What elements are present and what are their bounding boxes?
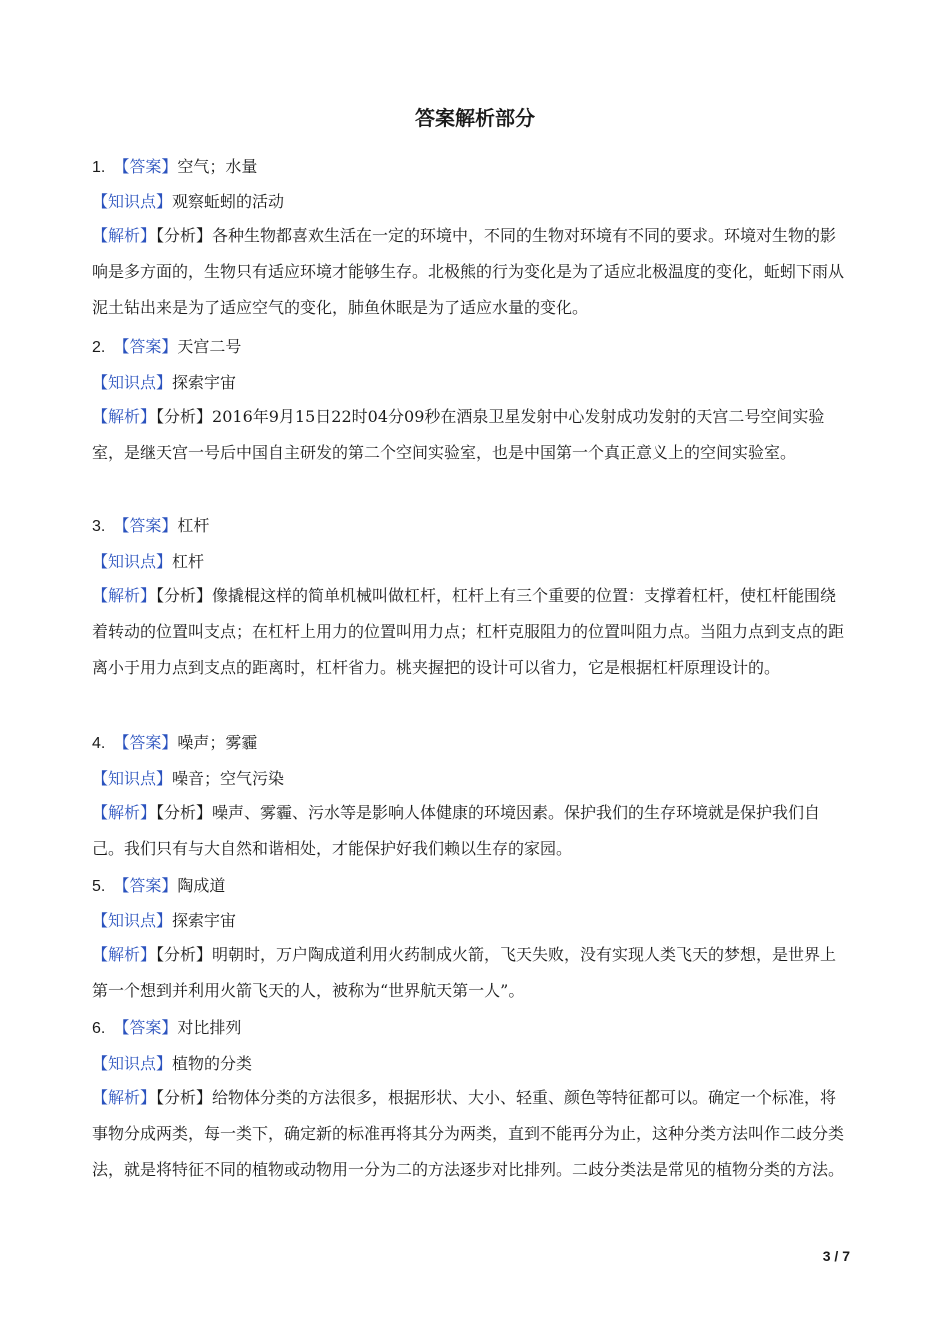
answer-line bbox=[92, 1018, 862, 1039]
knowledge-label: 【知识点】 bbox=[92, 373, 173, 392]
item-number: 5. bbox=[92, 878, 106, 895]
answer-text: 空气；水量 bbox=[177, 157, 258, 176]
item-number: 4. bbox=[92, 735, 106, 752]
item-number: 2. bbox=[92, 339, 106, 356]
knowledge-line bbox=[92, 552, 862, 572]
answer-text: 噪声；雾霾 bbox=[177, 733, 258, 752]
answer-line bbox=[92, 516, 862, 537]
answer-line bbox=[92, 337, 862, 358]
analysis-paragraph bbox=[92, 795, 852, 867]
explain-label: 【解析】 bbox=[92, 1088, 157, 1107]
analysis-label: 【分析】 bbox=[156, 407, 213, 426]
answer-text: 杠杆 bbox=[177, 516, 210, 535]
knowledge-label: 【知识点】 bbox=[92, 911, 173, 930]
explain-label: 【解析】 bbox=[92, 803, 157, 822]
analysis-paragraph bbox=[92, 218, 852, 326]
knowledge-line bbox=[92, 1054, 862, 1074]
explain-label: 【解析】 bbox=[92, 407, 157, 426]
item-number: 1. bbox=[92, 159, 106, 176]
knowledge-text: 植物的分类 bbox=[172, 1054, 253, 1073]
analysis-label: 【分析】 bbox=[156, 945, 213, 964]
knowledge-text: 探索宇宙 bbox=[172, 911, 237, 930]
knowledge-line bbox=[92, 373, 862, 393]
knowledge-line bbox=[92, 911, 862, 931]
answer-label: 【答案】 bbox=[113, 733, 178, 752]
knowledge-label: 【知识点】 bbox=[92, 769, 173, 788]
analysis-paragraph bbox=[92, 937, 852, 1009]
analysis-paragraph bbox=[92, 399, 852, 471]
answer-line bbox=[92, 157, 862, 178]
analysis-text: 明朝时，万户陶成道利用火药制成火箭，飞天失败，没有实现人类飞天的梦想，是世界上第一个想到并利用火箭飞天的人，被称为“世界航天第一人”。 bbox=[92, 945, 837, 1000]
knowledge-line bbox=[92, 192, 862, 212]
answer-label: 【答案】 bbox=[113, 157, 178, 176]
analysis-text: 像撬棍这样的简单机械叫做杠杆，杠杆上有三个重要的位置：支撑着杠杆，使杠杆能围绕着转动的位置叫支点；在杠杆上用力的位置叫用力点；杠杆克服阻力的位置叫阻力点。当阻力点到支点的距离小于用力点到支点的距离时，杠杆省力。桃夹握把的设计可以省力，它是根据杠杆原理设计的。 bbox=[92, 586, 845, 677]
analysis-text: 给物体分类的方法很多，根据形状、大小、轻重、颜色等特征都可以。确定一个标准，将事物分成两类，每一类下，确定新的标准再将其分为两类，直到不能再分为止，这种分类方法叫作二歧分类法，就是将特征不同的植物或动物用一分为二的方法逐步对比排列。二歧分类法是常见的植物分类的方法。 bbox=[92, 1088, 845, 1179]
knowledge-text: 噪音；空气污染 bbox=[172, 769, 285, 788]
item-number: 6. bbox=[92, 1020, 106, 1037]
answer-label: 【答案】 bbox=[113, 1018, 178, 1037]
page-number: 3 / 7 bbox=[822, 1248, 850, 1264]
knowledge-label: 【知识点】 bbox=[92, 552, 173, 571]
analysis-label: 【分析】 bbox=[156, 586, 213, 605]
analysis-label: 【分析】 bbox=[156, 226, 213, 245]
item-number: 3. bbox=[92, 518, 106, 535]
knowledge-text: 观察蚯蚓的活动 bbox=[172, 192, 285, 211]
answer-line bbox=[92, 876, 862, 897]
knowledge-text: 探索宇宙 bbox=[172, 373, 237, 392]
page-title: 答案解析部分 bbox=[415, 106, 535, 130]
knowledge-label: 【知识点】 bbox=[92, 1054, 173, 1073]
answer-label: 【答案】 bbox=[113, 516, 178, 535]
analysis-paragraph bbox=[92, 578, 852, 686]
analysis-text: 噪声、雾霾、污水等是影响人体健康的环境因素。保护我们的生存环境就是保护我们自己。我们只有与大自然和谐相处，才能保护好我们赖以生存的家园。 bbox=[92, 803, 821, 858]
explain-label: 【解析】 bbox=[92, 226, 157, 245]
answer-text: 天宫二号 bbox=[177, 337, 242, 356]
knowledge-line bbox=[92, 769, 862, 789]
analysis-label: 【分析】 bbox=[156, 803, 213, 822]
answer-text: 陶成道 bbox=[177, 876, 226, 895]
analysis-label: 【分析】 bbox=[156, 1088, 213, 1107]
analysis-text: 2016年9月15日22时04分09秒在酒泉卫星发射中心发射成功发射的天宫二号空间实验室，是继天宫一号后中国自主研发的第二个空间实验室，也是中国第一个真正意义上的空间实验室。 bbox=[92, 407, 825, 462]
knowledge-text: 杠杆 bbox=[172, 552, 205, 571]
explain-label: 【解析】 bbox=[92, 945, 157, 964]
explain-label: 【解析】 bbox=[92, 586, 157, 605]
analysis-paragraph bbox=[92, 1080, 852, 1188]
answer-text: 对比排列 bbox=[177, 1018, 242, 1037]
knowledge-label: 【知识点】 bbox=[92, 192, 173, 211]
answer-label: 【答案】 bbox=[113, 337, 178, 356]
answer-line bbox=[92, 733, 862, 754]
answer-label: 【答案】 bbox=[113, 876, 178, 895]
analysis-text: 各种生物都喜欢生活在一定的环境中，不同的生物对环境有不同的要求。环境对生物的影响是多方面的，生物只有适应环境才能够生存。北极熊的行为变化是为了适应北极温度的变化，蚯蚓下雨从泥土钻出来是为了适应空气的变化，肺鱼休眠是为了适应水量的变化。 bbox=[92, 226, 845, 317]
